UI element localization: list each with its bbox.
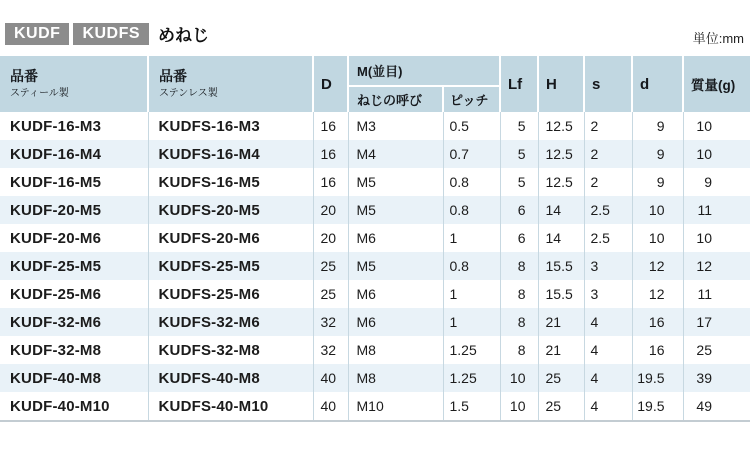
table-row [0, 336, 750, 364]
col-header-Lf: Lf [500, 56, 538, 112]
cell-mass: 11 [697, 286, 712, 302]
cell-mass: 49 [683, 392, 750, 421]
cell-thread-size: M3 [348, 112, 443, 140]
cell-thread-size: M4 [348, 140, 443, 168]
col-header-H: H [538, 56, 584, 112]
cell-D: 16 [313, 112, 348, 140]
col-header-D: D [313, 56, 348, 112]
col-header-mass: 質量(g) [683, 56, 750, 112]
cell-mass: 12 [683, 252, 750, 280]
cell-thread-size: M5 [348, 168, 443, 196]
cell-pitch: 1.5 [443, 392, 500, 421]
cell-part-number-steel: KUDF-32-M8 [0, 336, 148, 364]
cell-thread-size: M8 [348, 336, 443, 364]
cell-part-number-stainless: KUDFS-40-M10 [148, 392, 313, 421]
cell-part-number-steel: KUDF-16-M3 [0, 112, 148, 140]
cell-part-number-steel: KUDF-16-M4 [0, 140, 148, 168]
table-row [0, 140, 750, 168]
cell-D: 20 [313, 224, 348, 252]
cell-part-number-stainless: KUDFS-16-M3 [148, 112, 313, 140]
cell-D: 25 [313, 280, 348, 308]
cell-d: 9 [632, 140, 683, 168]
page-title: めねじ [158, 26, 210, 45]
cell-s: 2.5 [584, 224, 632, 252]
table-row [0, 280, 750, 308]
cell-s: 2 [584, 168, 632, 196]
cell-d: 9 [632, 112, 683, 140]
cell-part-number-stainless: KUDFS-32-M6 [148, 308, 313, 336]
cell-mass: 10 [696, 118, 712, 134]
cell-D: 16 [313, 140, 348, 168]
cell-mass: 11 [683, 196, 750, 224]
cell-mass: 10 [696, 230, 712, 246]
cell-part-number-steel: KUDF-32-M6 [0, 308, 148, 336]
cell-s: 3 [584, 280, 632, 308]
cell-d: 16 [632, 308, 683, 336]
col-header-m-coarse-group: M(並目) [348, 56, 500, 86]
cell-s: 2 [584, 112, 632, 140]
table-row [0, 112, 750, 140]
cell-Lf: 5 [500, 140, 538, 168]
table-row [0, 168, 750, 196]
cell-H: 12.5 [538, 140, 584, 168]
cell-s: 2.5 [584, 196, 632, 224]
cell-mass: 39 [683, 364, 750, 392]
cell-s: 2 [584, 140, 632, 168]
col-header-pitch: ピッチ [443, 86, 500, 112]
cell-part-number-stainless: KUDFS-40-M8 [148, 364, 313, 392]
cell-Lf: 8 [500, 280, 538, 308]
cell-Lf: 8 [500, 308, 538, 336]
cell-part-number-steel: KUDF-20-M6 [0, 224, 148, 252]
cell-part-number-steel: KUDF-25-M5 [0, 252, 148, 280]
cell-Lf: 8 [500, 252, 538, 280]
cell-H: 14 [538, 196, 584, 224]
cell-H: 25 [538, 364, 584, 392]
cell-Lf: 10 [500, 364, 538, 392]
cell-mass: 17 [683, 308, 750, 336]
cell-H: 21 [538, 308, 584, 336]
table-row [0, 196, 750, 224]
cell-d: 19.5 [632, 392, 683, 421]
cell-part-number-stainless: KUDFS-25-M6 [148, 280, 313, 308]
cell-s: 4 [584, 392, 632, 421]
cell-pitch: 0.8 [443, 168, 500, 196]
table-row [0, 252, 750, 280]
cell-D: 16 [313, 168, 348, 196]
cell-thread-size: M8 [348, 364, 443, 392]
cell-d: 19.5 [632, 364, 683, 392]
cell-pitch: 1 [443, 280, 500, 308]
cell-D: 25 [313, 252, 348, 280]
table-row [0, 392, 750, 421]
cell-D: 40 [313, 392, 348, 421]
cell-pitch: 1 [443, 224, 500, 252]
cell-Lf: 6 [500, 224, 538, 252]
cell-part-number-stainless: KUDFS-25-M5 [148, 252, 313, 280]
col-header-s: s [584, 56, 632, 112]
part-number-stainless-material: ステンレス製 [159, 88, 218, 99]
col-header-d: d [632, 56, 683, 112]
cell-H: 12.5 [538, 168, 584, 196]
cell-thread-size: M6 [348, 224, 443, 252]
cell-pitch: 0.8 [443, 196, 500, 224]
part-number-stainless-title: 品番 [159, 68, 187, 84]
cell-part-number-stainless: KUDFS-20-M6 [148, 224, 313, 252]
cell-pitch: 0.7 [443, 140, 500, 168]
cell-Lf: 8 [500, 336, 538, 364]
cell-part-number-steel: KUDF-40-M10 [0, 392, 148, 421]
cell-pitch: 0.5 [443, 112, 500, 140]
cell-D: 32 [313, 308, 348, 336]
col-header-part-number-stainless [148, 56, 313, 112]
cell-H: 15.5 [538, 252, 584, 280]
spec-table [0, 56, 750, 422]
cell-thread-size: M10 [348, 392, 443, 421]
cell-part-number-stainless: KUDFS-20-M5 [148, 196, 313, 224]
cell-s: 4 [584, 308, 632, 336]
cell-part-number-steel: KUDF-16-M5 [0, 168, 148, 196]
part-number-steel-title: 品番 [10, 68, 38, 84]
cell-d: 12 [632, 252, 683, 280]
cell-pitch: 1.25 [443, 364, 500, 392]
cell-Lf: 5 [500, 168, 538, 196]
cell-d: 12 [632, 280, 683, 308]
cell-Lf: 5 [500, 112, 538, 140]
cell-pitch: 1 [443, 308, 500, 336]
cell-H: 15.5 [538, 280, 584, 308]
cell-D: 20 [313, 196, 348, 224]
cell-mass: 25 [696, 342, 712, 358]
cell-d: 16 [632, 336, 683, 364]
cell-s: 4 [584, 364, 632, 392]
cell-part-number-steel: KUDF-25-M6 [0, 280, 148, 308]
unit-label: 単位:mm [692, 31, 744, 46]
cell-s: 3 [584, 252, 632, 280]
cell-part-number-stainless: KUDFS-16-M4 [148, 140, 313, 168]
cell-thread-size: M6 [348, 280, 443, 308]
cell-pitch: 1.25 [443, 336, 500, 364]
cell-thread-size: M5 [348, 196, 443, 224]
cell-mass: 9 [704, 174, 712, 190]
cell-pitch: 0.8 [443, 252, 500, 280]
part-number-steel-material: スティール製 [10, 88, 69, 99]
cell-thread-size: M6 [348, 308, 443, 336]
cell-H: 14 [538, 224, 584, 252]
cell-H: 21 [538, 336, 584, 364]
cell-s: 4 [584, 336, 632, 364]
table-row [0, 308, 750, 336]
cell-part-number-stainless: KUDFS-32-M8 [148, 336, 313, 364]
series-badge-kudf: KUDF [5, 23, 69, 45]
cell-Lf: 10 [500, 392, 538, 421]
page-title-row [5, 21, 209, 46]
cell-Lf: 6 [500, 196, 538, 224]
cell-H: 12.5 [538, 112, 584, 140]
cell-part-number-steel: KUDF-40-M8 [0, 364, 148, 392]
col-header-part-number-steel [0, 56, 148, 112]
cell-mass: 10 [683, 140, 750, 168]
cell-thread-size: M5 [348, 252, 443, 280]
cell-part-number-stainless: KUDFS-16-M5 [148, 168, 313, 196]
cell-d: 10 [632, 224, 683, 252]
cell-part-number-steel: KUDF-20-M5 [0, 196, 148, 224]
series-badge-kudfs: KUDFS [73, 23, 149, 45]
table-row [0, 364, 750, 392]
table-row [0, 224, 750, 252]
table-body [0, 112, 750, 421]
cell-d: 9 [632, 168, 683, 196]
cell-D: 40 [313, 364, 348, 392]
cell-H: 25 [538, 392, 584, 421]
col-header-thread-size: ねじの呼び [348, 86, 443, 112]
cell-d: 10 [632, 196, 683, 224]
cell-D: 32 [313, 336, 348, 364]
